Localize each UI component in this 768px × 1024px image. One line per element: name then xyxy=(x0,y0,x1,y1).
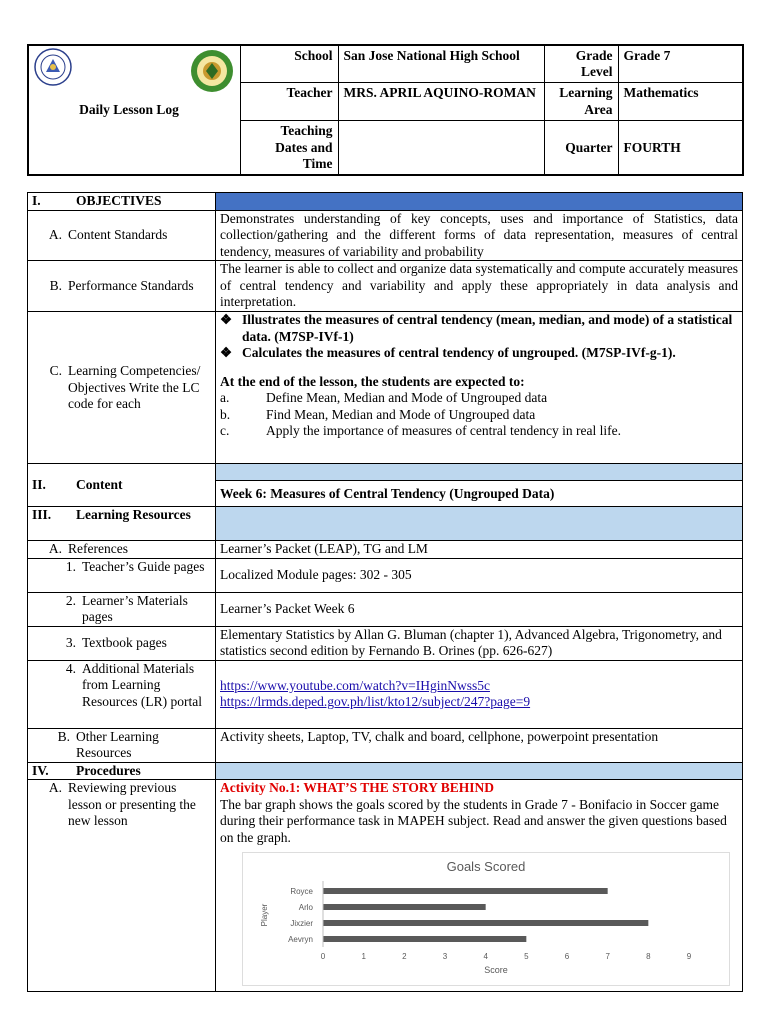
additional-materials-label: 4. Additional Materials from Learning Resources (LR) portal xyxy=(28,660,216,728)
content-band xyxy=(216,464,743,481)
teachers-guide-text: Localized Module pages: 302 - 305 xyxy=(216,558,743,592)
teachers-guide-label: 1. Teacher’s Guide pages xyxy=(28,558,216,592)
competencies-label: C. Learning Competencies/ Objectives Write the LC code for each xyxy=(28,312,216,464)
content-standards-text: Demonstrates understanding of key concepts, uses and importance of Statistics, data collection/gathering and the different forms of data representation, measures of central tendency, measures of variability and probability xyxy=(216,211,743,261)
dates-value xyxy=(338,121,544,175)
deped-seal-cell xyxy=(28,45,74,175)
objectives-band xyxy=(216,193,743,211)
chart-x-tick-label: 5 xyxy=(524,952,529,962)
competency-item: ❖ Calculates the measures of central tendency of ungrouped. (M7SP-IVf-g-1). xyxy=(220,345,676,361)
references-label: A. References xyxy=(28,541,216,558)
content-value: Week 6: Measures of Central Tendency (Ungrouped Data) xyxy=(216,481,743,507)
chart-x-tick-label: 9 xyxy=(686,952,692,962)
resources-band xyxy=(216,507,743,541)
activity-cell xyxy=(216,780,743,992)
learning-area-value: Mathematics xyxy=(618,83,743,121)
textbook-text: Elementary Statistics by Allan G. Bluman (chapter 1), Advanced Algebra, Trigonometry, and statistics second edition by Fernando B. Orines (pp. 626-627) xyxy=(216,626,743,660)
content-heading: II. Content xyxy=(28,464,216,507)
quarter-value: FOURTH xyxy=(618,121,743,175)
learners-materials-label: 2. Learner’s Materials pages xyxy=(28,592,216,626)
chart-x-tick-label: 6 xyxy=(564,952,570,962)
content-standards-label: A. Content Standards xyxy=(28,211,216,261)
learning-area-label: Learning Area xyxy=(544,83,618,121)
performance-standards-text: The learner is able to collect and organize data systematically and compute accurately measures of central tendency and variability and apply these appropriately in data analysis and interpretation. xyxy=(216,261,743,312)
chart-category-label: Jixzier xyxy=(290,919,313,929)
chart-category-label: Royce xyxy=(290,887,313,897)
activity-title: Activity No.1: WHAT’S THE STORY BEHIND xyxy=(220,780,495,796)
expected-item: b. Find Mean, Median and Mode of Ungrouped data xyxy=(220,406,536,422)
chart-bar xyxy=(323,904,486,910)
expected-intro: At the end of the lesson, the students are expected to: xyxy=(220,373,525,389)
quarter-label: Quarter xyxy=(544,121,618,175)
chart-title: Goals Scored xyxy=(446,859,526,875)
resources-heading: III. Learning Resources xyxy=(28,507,216,541)
lesson-table xyxy=(27,192,743,992)
youtube-link[interactable]: https://www.youtube.com/watch?v=IHginNwss5c xyxy=(220,677,490,693)
chart-bar xyxy=(323,936,526,942)
references-text: Learner’s Packet (LEAP), TG and LM xyxy=(216,541,743,558)
chart-x-tick-label: 3 xyxy=(442,952,448,962)
school-logo-icon xyxy=(189,48,235,94)
chart-x-tick-label: 8 xyxy=(646,952,651,962)
teacher-label: Teacher xyxy=(240,83,338,121)
deped-seal-icon xyxy=(34,48,72,86)
chart-x-tick-label: 7 xyxy=(605,952,610,962)
other-resources-text: Activity sheets, Laptop, TV, chalk and board, cellphone, powerpoint presentation xyxy=(216,728,743,762)
lesson-log-title: Daily Lesson Log xyxy=(74,45,184,175)
chart-bar xyxy=(323,920,648,926)
objectives-heading: I. OBJECTIVES xyxy=(28,193,216,211)
chart-x-tick-label: 2 xyxy=(402,952,407,962)
chart-x-tick-label: 4 xyxy=(483,952,488,962)
additional-materials-links xyxy=(216,660,743,728)
expected-item: c. Apply the importance of measures of central tendency in real life. xyxy=(220,423,621,439)
chart-x-axis-label: Score xyxy=(484,965,508,976)
grade-value: Grade 7 xyxy=(618,45,743,83)
goals-chart-container xyxy=(242,852,730,986)
chart-y-axis-label: Player xyxy=(260,903,269,927)
school-logo-cell xyxy=(184,45,240,175)
competencies-cell xyxy=(216,312,743,464)
school-value: San Jose National High School xyxy=(338,45,544,83)
other-resources-label: B. Other Learning Resources xyxy=(28,728,216,762)
chart-x-tick-label: 1 xyxy=(361,952,366,962)
chart-x-tick-label: 0 xyxy=(320,952,326,962)
chart-category-label: Arlo xyxy=(298,903,313,913)
header-table xyxy=(27,44,744,176)
competency-item: ❖ Illustrates the measures of central tendency (mean, median, and mode) of a statistical data. (M7SP-IVf-1) xyxy=(220,312,733,344)
grade-label: Grade Level xyxy=(544,45,618,83)
performance-standards-label: B. Performance Standards xyxy=(28,261,216,312)
lrmds-link[interactable]: https://lrmds.deped.gov.ph/list/kto12/subject/247?page=9 xyxy=(220,694,531,710)
chart-bar xyxy=(323,888,608,894)
goals-bar-chart xyxy=(243,853,729,985)
teacher-value: MRS. APRIL AQUINO-ROMAN xyxy=(338,83,544,121)
procedures-band xyxy=(216,762,743,779)
chart-category-label: Aevryn xyxy=(288,935,313,945)
learners-materials-text: Learner’s Packet Week 6 xyxy=(216,592,743,626)
procedures-heading: IV. Procedures xyxy=(28,762,216,779)
activity-text: The bar graph shows the goals scored by the students in Grade 7 - Bonifacio in Soccer game during their performance task in MAPEH subject. Read and answer the given questions based on the graph. xyxy=(220,796,727,845)
school-label: School xyxy=(240,45,338,83)
textbook-label: 3. Textbook pages xyxy=(28,626,216,660)
expected-item: a. Define Mean, Median and Mode of Ungrouped data xyxy=(220,390,548,406)
dates-label: Teaching Dates and Time xyxy=(240,121,338,175)
review-label: A. Reviewing previous lesson or presenting the new lesson xyxy=(28,780,216,992)
